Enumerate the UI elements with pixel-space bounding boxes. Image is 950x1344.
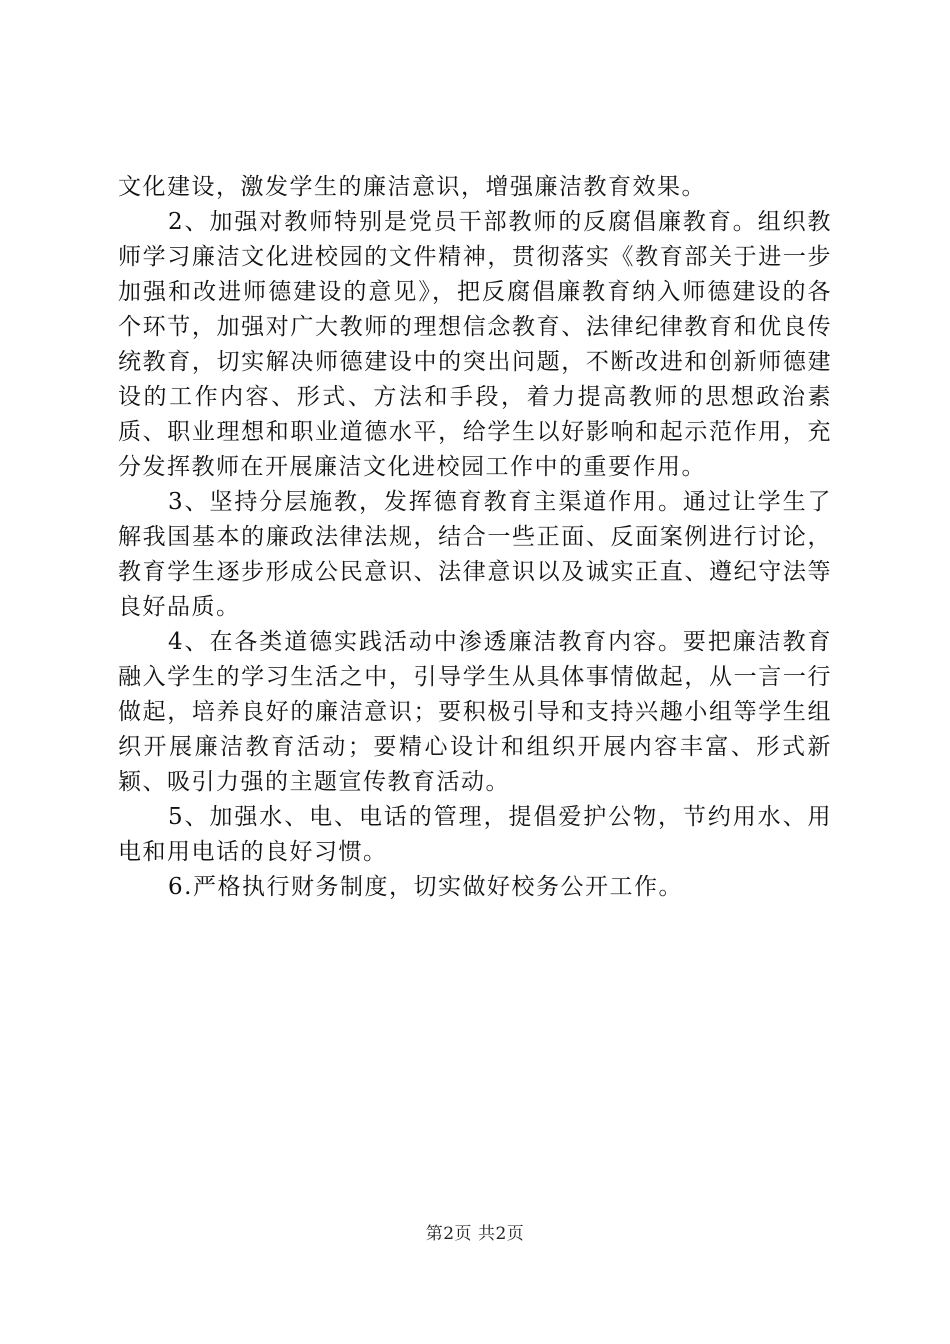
paragraph-item-5: 5、加强水、电、电话的管理，提倡爱护公物，节约用水、用电和用电话的良好习惯。	[118, 804, 832, 865]
page-footer: 第2页 共2页	[425, 1224, 525, 1244]
document-body	[118, 170, 832, 905]
paragraph-item-4: 4、在各类道德实践活动中渗透廉洁教育内容。要把廉洁教育融入学生的学习生活之中，引导学生从具体事情做起，从一言一行做起，培养良好的廉洁意识；要积极引导和支持兴趣小组等学生组织开展廉洁教育活动；要精心设计和组织开展内容丰富、形式新颖、吸引力强的主题宣传教育活动。	[118, 629, 832, 795]
paragraph-item-3: 3、坚持分层施教，发挥德育教育主渠道作用。通过让学生了解我国基本的廉政法律法规，结合一些正面、反面案例进行讨论，教育学生逐步形成公民意识、法律意识以及诚实正直、遵纪守法等良好品质。	[118, 489, 832, 620]
paragraph-continuation: 文化建设，激发学生的廉洁意识，增强廉洁教育效果。	[118, 174, 706, 200]
paragraph-item-6: 6.严格执行财务制度，切实做好校务公开工作。	[168, 874, 683, 900]
paragraph-item-2: 2、加强对教师特别是党员干部教师的反腐倡廉教育。组织教师学习廉洁文化进校园的文件精神，贯彻落实《教育部关于进一步加强和改进师德建设的意见》，把反腐倡廉教育纳入师德建设的各个环节，加强对广大教师的理想信念教育、法律纪律教育和优良传统教育，切实解决师德建设中的突出问题，不断改进和创新师德建设的工作内容、形式、方法和手段，着力提高教师的思想政治素质、职业理想和职业道德水平，给学生以好影响和起示范作用，充分发挥教师在开展廉洁文化进校园工作中的重要作用。	[118, 209, 832, 480]
